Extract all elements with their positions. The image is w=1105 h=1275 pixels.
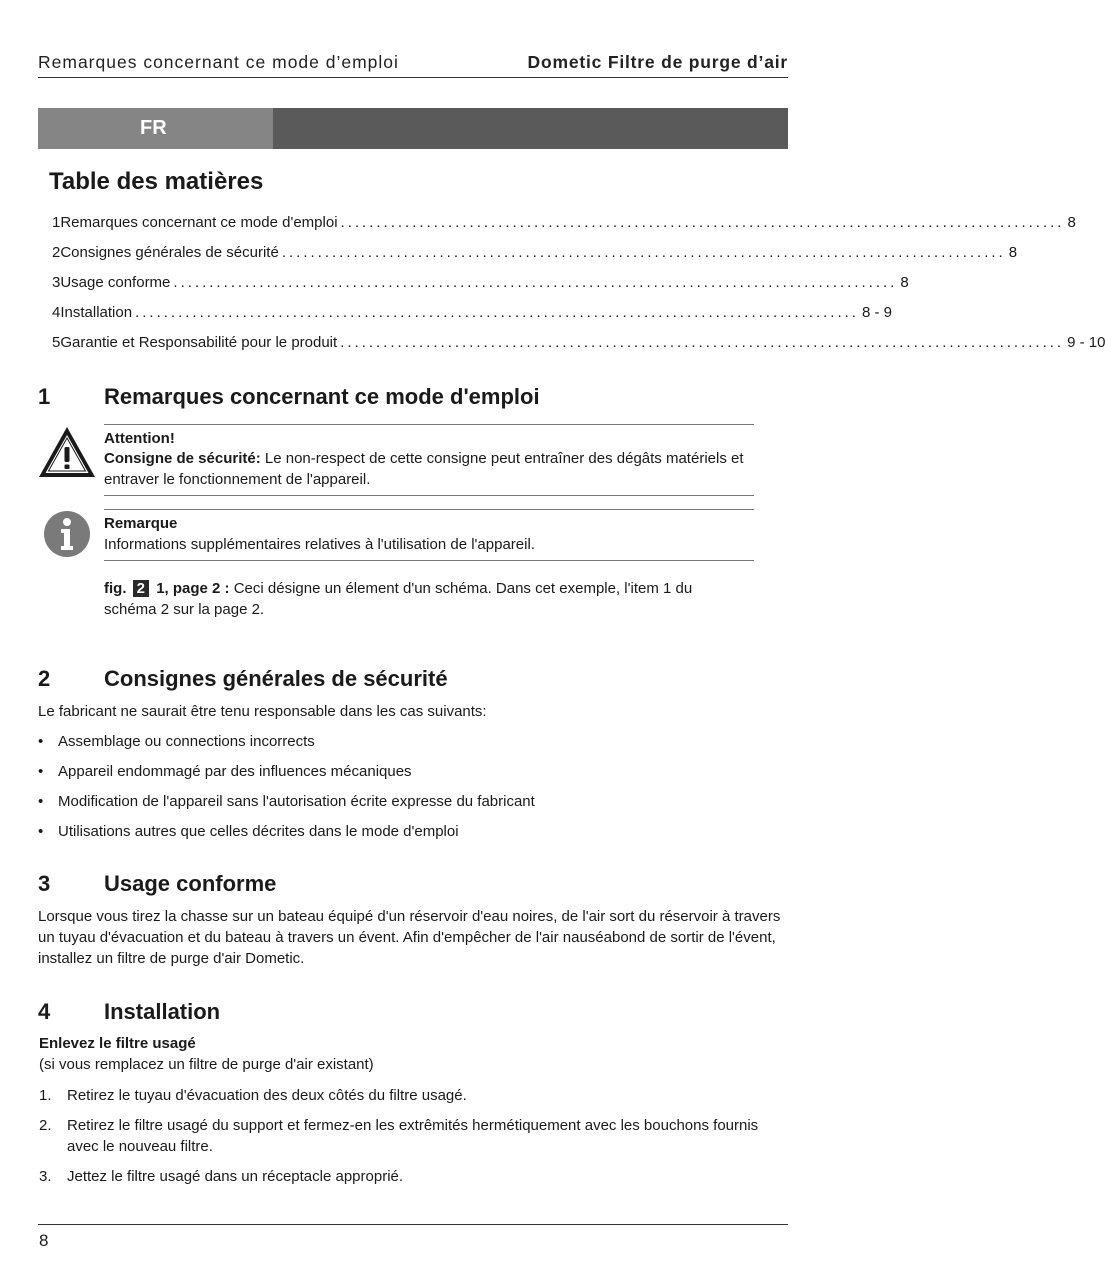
- toc-item: [52, 333, 1105, 353]
- warning-top-rule: [104, 424, 754, 425]
- toc-item: [52, 243, 1018, 263]
- toc-leader-dots: .....................................................................................................: [135, 304, 859, 321]
- toc-item-number: 5: [52, 334, 61, 351]
- toc-item: [52, 303, 892, 323]
- warning-lead: Consigne de sécurité:: [104, 450, 261, 467]
- bullet-icon: •: [38, 733, 44, 750]
- toc-item-label: Consignes générales de sécurité: [60, 244, 279, 261]
- warning-heading: Attention!: [104, 430, 175, 447]
- section-number: 2: [38, 666, 51, 691]
- note-bottom-rule: [104, 560, 754, 561]
- bullet-icon: •: [38, 793, 44, 810]
- subsection-note: (si vous remplacez un filtre de purge d'air existant): [39, 1056, 374, 1073]
- toc-item-label: Garantie et Responsabilité pour le produit: [60, 334, 338, 351]
- page-number: 8: [39, 1231, 49, 1250]
- toc-item-number: 2: [52, 244, 61, 261]
- toc-item-number: 1: [52, 214, 61, 231]
- section-title: Remarques concernant ce mode d'emploi: [104, 384, 540, 409]
- toc-item: [52, 273, 909, 293]
- language-label: FR: [140, 117, 167, 139]
- toc-item-page: 8: [900, 274, 909, 291]
- bullet-icon: •: [38, 823, 44, 840]
- note-text: Informations supplémentaires relatives à l'utilisation de l'appareil.: [104, 536, 535, 553]
- section-number: 3: [38, 871, 51, 896]
- toc-item-page: 8: [1067, 214, 1076, 231]
- step-number: 3.: [39, 1168, 52, 1185]
- toc-leader-dots: .....................................................................................................: [173, 274, 898, 291]
- fig-suffix: 1, page 2 :: [156, 580, 230, 597]
- toc-title: Table des matières: [49, 168, 264, 195]
- warning-triangle-icon: [37, 425, 97, 480]
- toc-item-page: 8: [1008, 244, 1018, 261]
- toc-leader-dots: .....................................................................................................: [340, 214, 1065, 231]
- toc-item-number: 3: [52, 274, 61, 291]
- figure-reference-note: [104, 578, 744, 620]
- language-tab: [38, 108, 273, 149]
- warning-body: Le non-respect de cette consigne peut entraîner des dégâts matériels et entraver le fonctionnement de l'appareil.: [104, 450, 744, 488]
- subsection-heading: Enlevez le filtre usagé: [39, 1035, 196, 1052]
- section-title: Consignes générales de sécurité: [104, 666, 448, 691]
- fig-prefix: fig.: [104, 580, 127, 597]
- bullet-icon: •: [38, 763, 44, 780]
- toc-item-number: 4: [52, 304, 61, 321]
- step-text: Retirez le tuyau d'évacuation des deux côtés du filtre usagé.: [67, 1087, 467, 1104]
- list-item: Appareil endommagé par des influences mécaniques: [58, 763, 412, 780]
- section-number: 4: [38, 999, 51, 1024]
- note-top-rule: [104, 509, 754, 510]
- info-icon: [44, 511, 90, 557]
- header-divider: [38, 77, 788, 78]
- running-header-right: Dometic Filtre de purge d’air: [527, 52, 788, 72]
- step-number: 2.: [39, 1117, 52, 1134]
- section-intro: Le fabricant ne saurait être tenu responsable dans les cas suivants:: [38, 703, 487, 720]
- toc-item-label: Remarques concernant ce mode d'emploi: [60, 214, 338, 231]
- section-title: Usage conforme: [104, 871, 277, 896]
- toc-item-page: 9 - 10: [1067, 334, 1105, 351]
- toc-item-label: Installation: [60, 304, 133, 321]
- toc-leader-dots: .....................................................................................................: [281, 244, 1006, 261]
- footer-divider: [38, 1224, 788, 1225]
- fig-text: Ceci désigne un élement d'un schéma. Dans cet exemple, l'item 1 du schéma 2 sur la page 2.: [104, 580, 693, 618]
- section-title: Installation: [104, 999, 221, 1024]
- toc-item-page: 8 - 9: [861, 304, 892, 321]
- warning-bottom-rule: [104, 495, 754, 496]
- step-text: Retirez le filtre usagé du support et fermez-en les extrêmités hermétiquement avec les bouchons fournis avec le nouveau filtre.: [67, 1117, 759, 1155]
- list-item: Modification de l'appareil sans l'autorisation écrite expresse du fabricant: [58, 793, 535, 810]
- list-item: Assemblage ou connections incorrects: [58, 733, 315, 750]
- running-header-left: Remarques concernant ce mode d’emploi: [38, 52, 399, 72]
- toc-item: [52, 213, 1076, 233]
- step-text: Jettez le filtre usagé dans un réceptacle approprié.: [67, 1168, 404, 1185]
- note-heading: Remarque: [104, 515, 178, 532]
- list-item: Utilisations autres que celles décrites dans le mode d'emploi: [58, 823, 459, 840]
- section-number: 1: [38, 384, 51, 409]
- figure-badge: 2: [133, 580, 149, 597]
- step-number: 1.: [39, 1087, 52, 1104]
- toc-leader-dots: .....................................................................................................: [340, 334, 1065, 351]
- toc-item-label: Usage conforme: [60, 274, 171, 291]
- section-paragraph: Lorsque vous tirez la chasse sur un bateau équipé d'un réservoir d'eau noires, de l'air sort du réservoir à travers un tuyau d'évacuation et du bateau à travers un évent. Afin d'empêcher de l'air nauséabond de sortir de l'évent, installez un filtre de purge d'air Dometic.: [38, 908, 781, 967]
- warning-text: [104, 448, 754, 490]
